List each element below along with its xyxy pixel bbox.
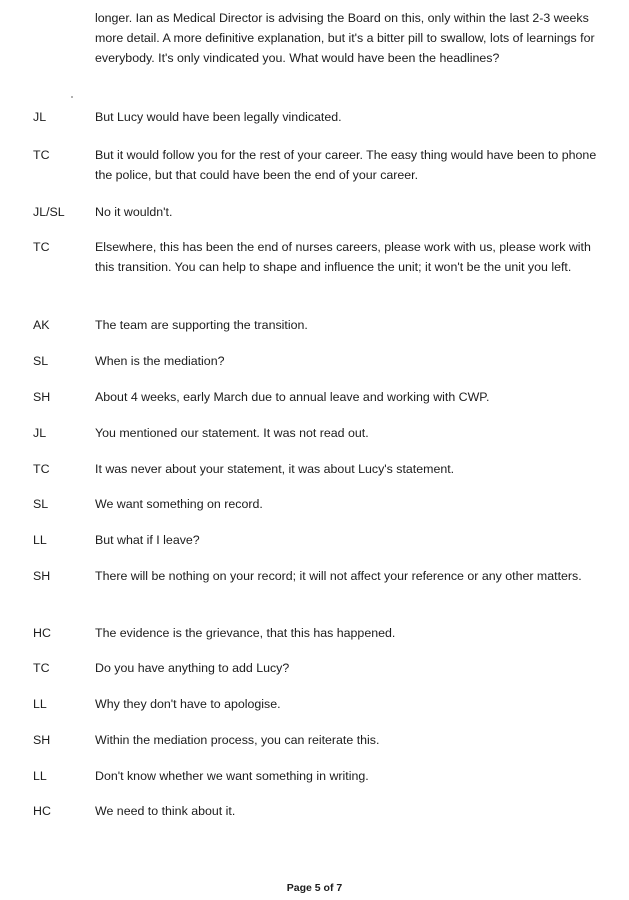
speaker-initials: TC (33, 148, 50, 162)
speaker-statement: There will be nothing on your record; it will not affect your reference or any other matters. (95, 569, 582, 583)
speaker-statement: But Lucy would have been legally vindicated. (95, 110, 342, 124)
speaker-statement: Do you have anything to add Lucy? (95, 661, 290, 675)
speaker-statement: You mentioned our statement. It was not read out. (95, 426, 369, 440)
speaker-statement: We want something on record. (95, 497, 263, 511)
speaker-initials: TC (33, 462, 50, 476)
speaker-initials: JL (33, 110, 47, 124)
speaker-initials: HC (33, 626, 51, 640)
page-number: Page 5 of 7 (286, 882, 343, 894)
speaker-initials: JL (33, 426, 47, 440)
speaker-initials: SH (33, 390, 51, 404)
speaker-statement: But it would follow you for the rest of your career. The easy thing would have been to phone the police, but that could have been the end of your career. (95, 148, 597, 182)
speaker-initials: SH (33, 733, 51, 747)
speaker-statement: No it wouldn't. (95, 205, 173, 219)
speaker-initials: LL (33, 697, 47, 711)
speaker-initials: TC (33, 661, 50, 675)
scan-speck (71, 96, 73, 98)
speaker-initials: JL/SL (33, 205, 65, 219)
speaker-statement: About 4 weeks, early March due to annual leave and working with CWP. (95, 390, 490, 404)
speaker-statement: When is the mediation? (95, 354, 225, 368)
speaker-initials: AK (33, 318, 50, 332)
speaker-initials: SH (33, 569, 51, 583)
speaker-initials: SL (33, 354, 49, 368)
speaker-initials: HC (33, 804, 51, 818)
speaker-statement: We need to think about it. (95, 804, 236, 818)
speaker-initials: TC (33, 240, 50, 254)
speaker-statement: Elsewhere, this has been the end of nurses careers, please work with us, please work with this transition. You can help to shape and influence the unit; it won't be the unit you left. (95, 240, 591, 274)
speaker-statement: It was never about your statement, it was about Lucy's statement. (95, 462, 455, 476)
speaker-initials: LL (33, 769, 47, 783)
speaker-statement: The team are supporting the transition. (95, 318, 308, 332)
speaker-statement: But what if I leave? (95, 533, 200, 547)
continuation-paragraph: longer. Ian as Medical Director is advising the Board on this, only within the last 2-3 weeks more detail. A more definitive explanation, but it's a bitter pill to swallow, lots of learnings for everybody. It's only vindicated you. What would have been the headlines? (95, 11, 595, 65)
speaker-statement: Why they don't have to apologise. (95, 697, 281, 711)
speaker-statement: Within the mediation process, you can reiterate this. (95, 733, 380, 747)
speaker-initials: LL (33, 533, 47, 547)
speaker-statement: Don't know whether we want something in writing. (95, 769, 369, 783)
speaker-initials: SL (33, 497, 49, 511)
speaker-statement: The evidence is the grievance, that this has happened. (95, 626, 396, 640)
